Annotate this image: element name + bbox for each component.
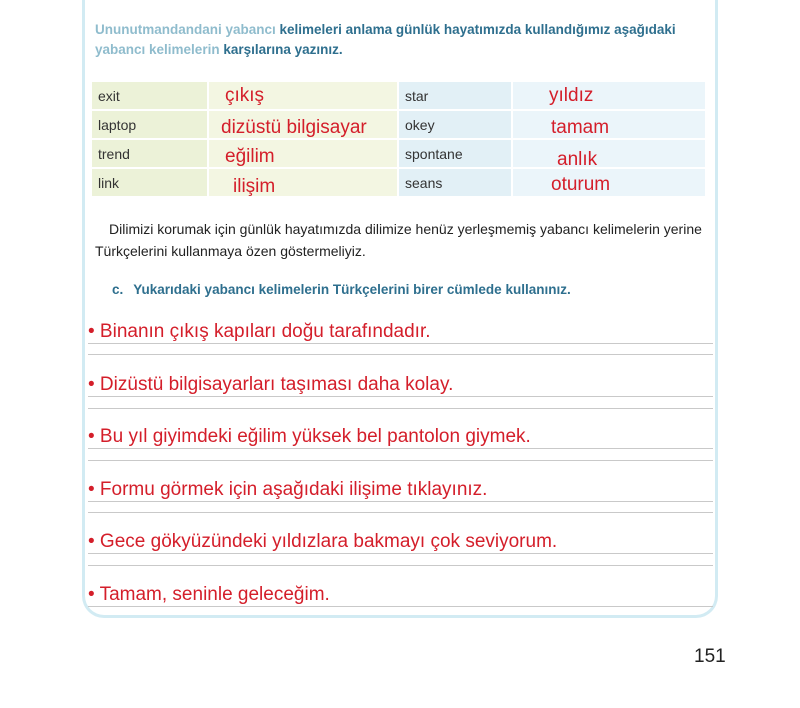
english-word-cell: exit <box>92 82 207 109</box>
instruction-line-1-faded: Ununutmandandani yabancı <box>95 22 280 37</box>
turkish-answer-cell <box>209 140 397 167</box>
page-number: 151 <box>694 646 726 667</box>
turkish-answer: anlık <box>557 148 598 170</box>
divider <box>88 512 713 513</box>
answer-text: • Gece gökyüzündeki yıldızlara bakmayı çok seviyorum. <box>88 531 558 552</box>
divider <box>88 408 713 409</box>
turkish-answer: eğilim <box>225 145 275 167</box>
section-heading <box>112 282 571 297</box>
vocabulary-table <box>90 80 707 198</box>
english-word-cell: laptop <box>92 111 207 138</box>
answer-line <box>88 523 713 554</box>
turkish-answer: ilişim <box>233 175 276 197</box>
turkish-answer: çıkış <box>225 84 265 106</box>
turkish-answer-cell <box>209 111 397 138</box>
divider <box>88 565 713 566</box>
instruction-line-1 <box>95 20 715 40</box>
answer-line <box>88 366 713 397</box>
answer-text: • Binanın çıkış kapıları doğu tarafındadır. <box>88 321 431 342</box>
turkish-answer-cell <box>513 111 705 138</box>
answer-line <box>88 471 713 502</box>
answer-line <box>88 418 713 449</box>
answer-text: • Bu yıl giyimdeki eğilim yüksek bel pantolon giymek. <box>88 426 531 447</box>
section-letter: c. <box>112 282 124 297</box>
english-word-cell: link <box>92 169 207 196</box>
info-paragraph: Dilimizi korumak için günlük hayatımızda dilimize henüz yerleşmemiş yabancı kelimelerin yerine Türkçelerini kullanmaya özen göstermeliyiz. <box>95 221 702 259</box>
english-word-cell: seans <box>399 169 511 196</box>
turkish-answer: oturum <box>551 173 611 195</box>
instruction-text <box>95 20 715 60</box>
answer-text: • Formu görmek için aşağıdaki ilişime tıklayınız. <box>88 479 488 500</box>
instruction-line-2-text: karşılarına yazınız. <box>223 42 343 57</box>
answer-line <box>88 576 713 607</box>
english-word-cell: okey <box>399 111 511 138</box>
table-row <box>92 140 705 167</box>
divider <box>88 354 713 355</box>
turkish-answer: yıldız <box>549 84 594 106</box>
turkish-answer-cell <box>513 82 705 109</box>
turkish-answer-cell <box>209 169 397 196</box>
answer-text: • Tamam, seninle geleceğim. <box>88 584 330 605</box>
instruction-line-2 <box>95 40 715 60</box>
answer-text: • Dizüstü bilgisayarları taşıması daha kolay. <box>88 374 454 395</box>
english-word-cell: spontane <box>399 140 511 167</box>
table-row <box>92 82 705 109</box>
section-title: Yukarıdaki yabancı kelimelerin Türkçelerini birer cümlede kullanınız. <box>133 282 571 297</box>
table-row <box>92 111 705 138</box>
english-word-cell: trend <box>92 140 207 167</box>
instruction-line-1-text: kelimeleri anlama günlük hayatımızda kullandığımız aşağıdaki <box>279 22 676 37</box>
instruction-line-2-faded: yabancı kelimelerin <box>95 42 224 57</box>
turkish-answer: dizüstü bilgisayar <box>221 116 367 138</box>
turkish-answer-cell <box>209 82 397 109</box>
divider <box>88 460 713 461</box>
english-word-cell: star <box>399 82 511 109</box>
turkish-answer-cell <box>513 140 705 170</box>
turkish-answer-cell <box>513 169 705 196</box>
turkish-answer: tamam <box>551 116 610 138</box>
answer-line <box>88 313 713 344</box>
table-row <box>92 169 705 196</box>
